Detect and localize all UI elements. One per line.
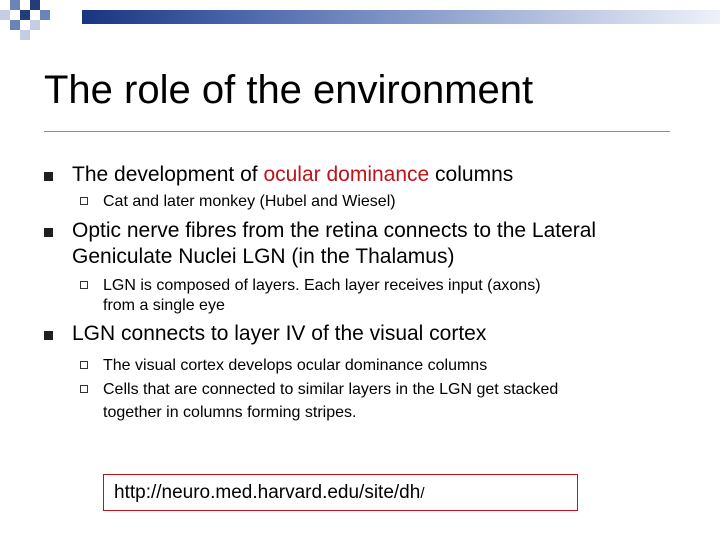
- bullet-2-line-1: Optic nerve fibres from the retina connects to the Lateral: [72, 219, 597, 242]
- sub-bullet-2-1-line-1: LGN is composed of layers. Each layer receives input (axons): [103, 277, 541, 294]
- bullet-3-text: LGN connects to layer IV of the visual cortex: [72, 322, 487, 345]
- bullet-2-line-2: Geniculate Nuclei LGN (in the Thalamus): [72, 245, 455, 268]
- header-gradient-band: [50, 10, 720, 24]
- bullet-1-text: The development of ocular dominance columns: [72, 163, 514, 186]
- reference-link[interactable]: http://neuro.med.harvard.edu/site/dh/: [114, 482, 425, 503]
- sub-bullet-1-1: Cat and later monkey (Hubel and Wiesel): [103, 193, 396, 210]
- sub-bullet-3-2-line-1: Cells that are connected to similar layers in the LGN get stacked: [103, 381, 559, 398]
- reference-link-box: [103, 474, 578, 511]
- highlight-term: ocular dominance: [263, 163, 430, 186]
- sub-bullet-box-icon: [80, 281, 88, 289]
- title-divider: [44, 131, 670, 132]
- bullet-square-icon: [44, 228, 53, 237]
- sub-bullet-box-icon: [80, 385, 88, 393]
- sub-bullet-box-icon: [80, 361, 88, 369]
- sub-bullet-3-2-line-2: together in columns forming stripes.: [103, 404, 357, 421]
- sub-bullet-3-1: The visual cortex develops ocular dominance columns: [103, 357, 488, 374]
- sub-bullet-2-1-line-2: from a single eye: [103, 297, 225, 314]
- bullet-square-icon: [44, 331, 53, 340]
- slide-title: The role of the environment: [44, 68, 534, 112]
- bullet-square-icon: [44, 172, 53, 181]
- band-gap: [50, 10, 82, 24]
- sub-bullet-box-icon: [80, 197, 88, 205]
